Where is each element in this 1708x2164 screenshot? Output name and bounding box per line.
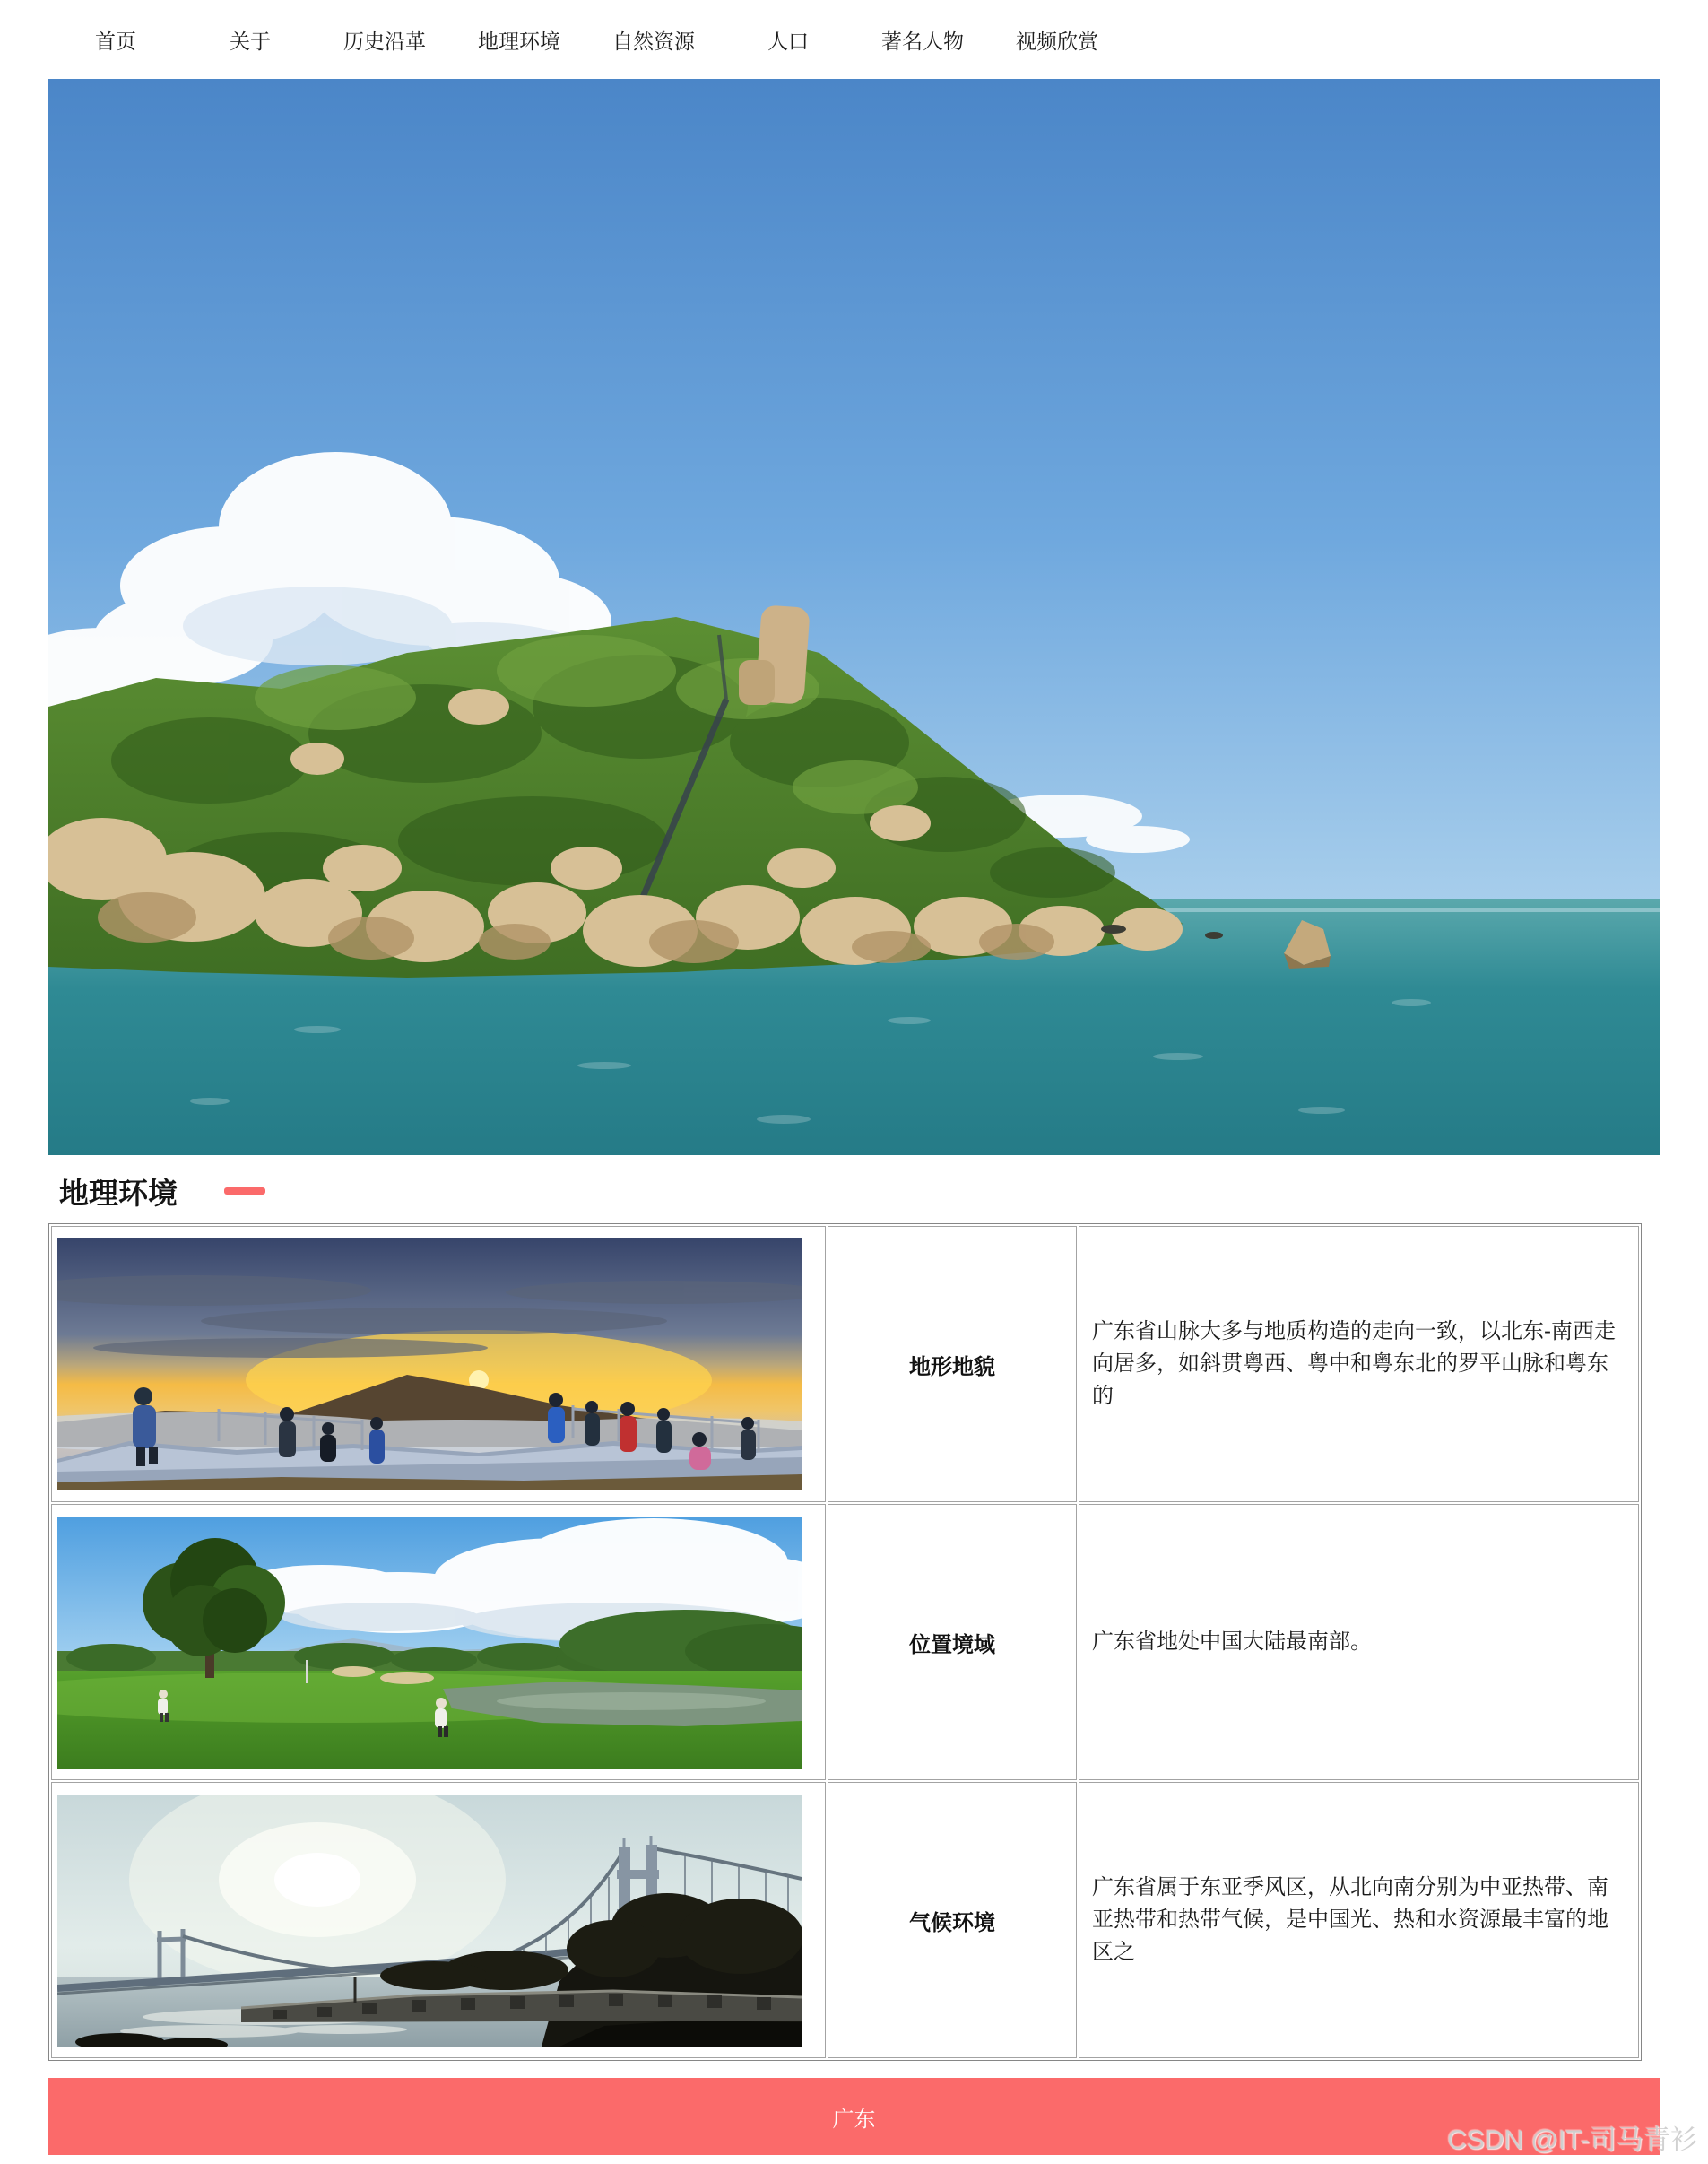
- section-title: 地理环境: [59, 1176, 178, 1210]
- nav-item-history[interactable]: 历史沿革: [343, 29, 426, 53]
- terrain-photo: [57, 1238, 819, 1490]
- row-title: 位置境域: [828, 1504, 1077, 1780]
- table-row-location: [51, 1504, 1639, 1780]
- nav-item-resources[interactable]: 自然资源: [612, 29, 695, 53]
- hero-image: [48, 79, 1660, 1155]
- row-desc: 广东省地处中国大陆最南部。: [1079, 1504, 1639, 1780]
- nav-item-home[interactable]: 首页: [95, 29, 136, 53]
- top-nav: [48, 0, 1660, 79]
- page: [48, 0, 1660, 2155]
- footer-label: 广东: [832, 2107, 876, 2132]
- table-row-terrain: [51, 1226, 1639, 1502]
- geo-table: [48, 1223, 1642, 2061]
- row-desc: 广东省山脉大多与地质构造的走向一致，以北东-南西走向居多，如斜贯粤西、粤中和粤东北的罗平山脉和粤东的: [1079, 1226, 1639, 1502]
- nav-list: [48, 0, 1660, 79]
- section-heading: [59, 1171, 1660, 1211]
- nav-item-geography[interactable]: 地理环境: [478, 29, 560, 53]
- nav-item-about[interactable]: 关于: [230, 29, 271, 53]
- csdn-watermark: CSDN @IT-司马青衫: [1447, 2125, 1697, 2155]
- footer: [48, 2078, 1660, 2155]
- row-desc: 广东省属于东亚季风区，从北向南分别为中亚热带、南亚热带和热带气候，是中国光、热和水资源最丰富的地区之: [1079, 1782, 1639, 2058]
- nav-item-people[interactable]: 著名人物: [881, 29, 964, 53]
- location-photo: [57, 1517, 819, 1769]
- row-title: 地形地貌: [828, 1226, 1077, 1502]
- climate-photo: [57, 1795, 819, 2047]
- nav-item-population[interactable]: 人口: [767, 29, 809, 53]
- table-row-climate: [51, 1782, 1639, 2058]
- row-title: 气候环境: [828, 1782, 1077, 2058]
- nav-item-videos[interactable]: 视频欣赏: [1016, 29, 1098, 53]
- title-dash-decoration: [224, 1187, 265, 1195]
